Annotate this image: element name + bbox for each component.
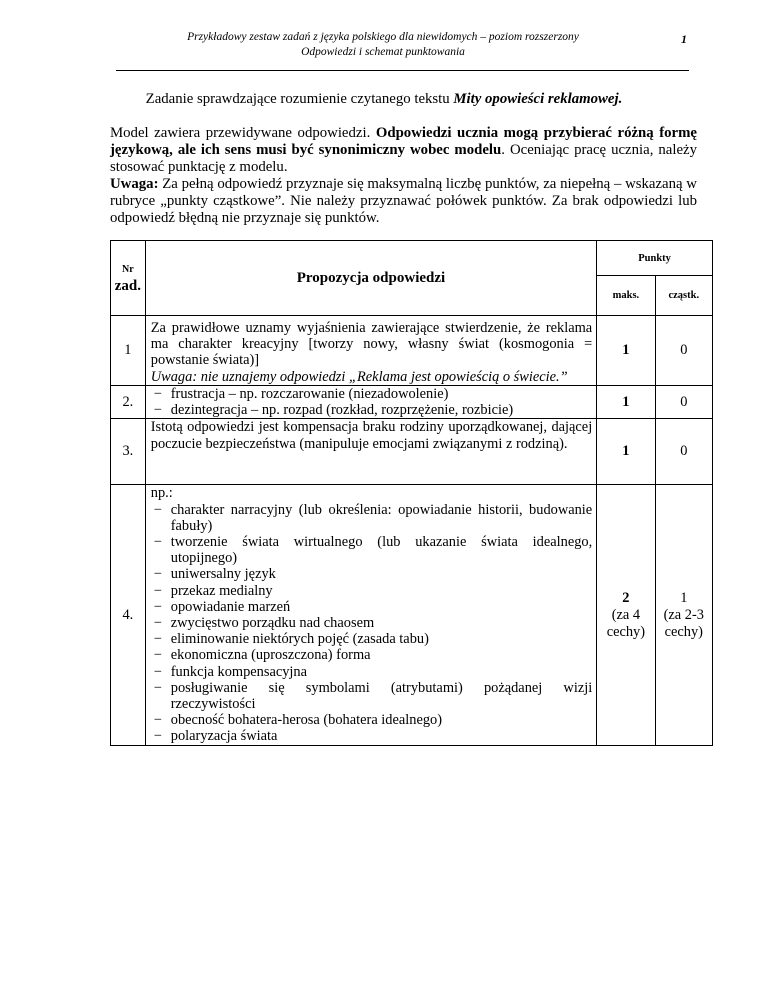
intro-note-label: Uwaga: — [110, 176, 159, 192]
row-number: 1 — [111, 316, 146, 386]
partial-points: 0 — [655, 386, 712, 419]
max-points: 1 — [597, 419, 655, 485]
running-header — [138, 30, 628, 60]
list-item: − eliminowanie niektórych pojęć (zasada tabu) — [151, 631, 592, 647]
col-header-proposal: Propozycja odpowiedzi — [145, 241, 596, 316]
table-row — [111, 419, 713, 485]
partial-points-cell — [655, 485, 712, 745]
list-item: − charakter narracyjny (lub określenia: opowiadanie historii, budowanie fabuły) — [151, 502, 592, 534]
col-header-points: Punkty — [597, 241, 713, 276]
task-title-text-name: Mity opowieści reklamowej. — [453, 91, 623, 107]
partial-points: 0 — [655, 316, 712, 386]
list-item: − przekaz medialny — [151, 583, 592, 599]
page-number: 1 — [681, 32, 687, 46]
partial-points: 0 — [655, 419, 712, 485]
list-item: − uniwersalny język — [151, 566, 592, 582]
list-item: − opowiadanie marzeń — [151, 599, 592, 615]
col-header-nr-small: Nr — [122, 264, 134, 275]
list-item: − ekonomiczna (uproszczona) forma — [151, 647, 592, 663]
table-row — [111, 316, 713, 386]
table-row — [111, 386, 713, 419]
answer-text: Istotą odpowiedzi jest kompensacja braku rodziny uporządkowanej, dającej poczucie bezpieczeństwa (manipuluje emocjami związanymi z rodziną). — [150, 419, 593, 452]
answer-list — [151, 502, 592, 745]
task-title-prefix: Zadanie sprawdzające rozumienie czytanego tekstu — [145, 91, 454, 107]
max-points: 1 — [597, 386, 655, 419]
list-item: − zwycięstwo porządku nad chaosem — [151, 615, 592, 631]
row-number: 4. — [111, 485, 146, 745]
list-item: − polaryzacja świata — [151, 728, 592, 744]
intro-paragraph-1 — [110, 125, 697, 176]
max-points: 1 — [597, 316, 655, 386]
header-line-1: Przykładowy zestaw zadań z języka polskiego dla niewidomych – poziom rozszerzony — [187, 31, 579, 43]
max-points-note: (za 4 cechy) — [606, 606, 646, 640]
row-number: 3. — [111, 419, 146, 485]
intro-paragraph-2 — [110, 176, 697, 227]
row-number: 2. — [111, 386, 146, 419]
col-header-max: maks. — [597, 276, 655, 316]
answer-cell — [145, 485, 596, 745]
answer-cell — [145, 316, 596, 386]
answer-table — [110, 240, 713, 746]
list-item: − frustracja – np. rozczarowanie (niezadowolenie) — [151, 386, 592, 402]
answer-cell — [145, 386, 596, 419]
task-title — [0, 91, 768, 108]
col-header-nr — [111, 241, 146, 316]
answer-cell — [145, 419, 596, 485]
intro-p1-c: . Oceniając pracę ucznia, należy stosować punktację z modelu. — [110, 142, 697, 175]
col-header-nr-big: zad. — [114, 278, 141, 294]
col-header-partial: cząstk. — [655, 276, 712, 316]
intro-p1-bold: Odpowiedzi ucznia mogą przybierać różną formę językową, ale ich sens musi być synonimiczny wobec modelu — [110, 125, 698, 158]
list-item: − funkcja kompensacyjna — [151, 664, 592, 680]
intro-section — [110, 125, 697, 227]
answer-list — [151, 386, 592, 418]
max-points-cell — [597, 485, 655, 745]
partial-points: 1 — [680, 589, 688, 606]
answer-note: Uwaga: nie uznajemy odpowiedzi „Reklama jest opowieścią o świecie.” — [150, 368, 568, 385]
list-item: − dezintegracja – np. rozpad (rozkład, rozprzężenie, rozbicie) — [151, 402, 592, 418]
header-rule — [116, 70, 689, 71]
answer-lead: np.: — [150, 485, 173, 502]
header-line-2: Odpowiedzi i schemat punktowania — [301, 46, 465, 58]
list-item: − posługiwanie się symbolami (atrybutami) pożądanej wizji rzeczywistości — [151, 680, 592, 712]
answer-text: Za prawidłowe uznamy wyjaśnienia zawierające stwierdzenie, że reklama ma charakter kreacyjny [tworzy nowy, własny świat (kosmogonia = powstanie świata)] — [150, 320, 593, 369]
list-item: − tworzenie świata wirtualnego (lub ukazanie świata idealnego, utopijnego) — [151, 534, 592, 566]
max-points: 2 — [622, 589, 630, 606]
intro-p1-a: Model zawiera przewidywane odpowiedzi. — [110, 125, 376, 141]
list-item: − obecność bohatera-herosa (bohatera idealnego) — [151, 712, 592, 728]
table-row — [111, 485, 713, 745]
intro-note-text: Za pełną odpowiedź przyznaje się maksymalną liczbę punktów, za niepełną – wskazaną w rubryce „punkty cząstkowe”. Nie należy przyznawać połówek punktów. Za brak odpowiedzi lub odpowiedź błędną nie przyznaje się punktów. — [110, 176, 697, 226]
partial-points-note: (za 2-3 cechy) — [663, 606, 704, 640]
